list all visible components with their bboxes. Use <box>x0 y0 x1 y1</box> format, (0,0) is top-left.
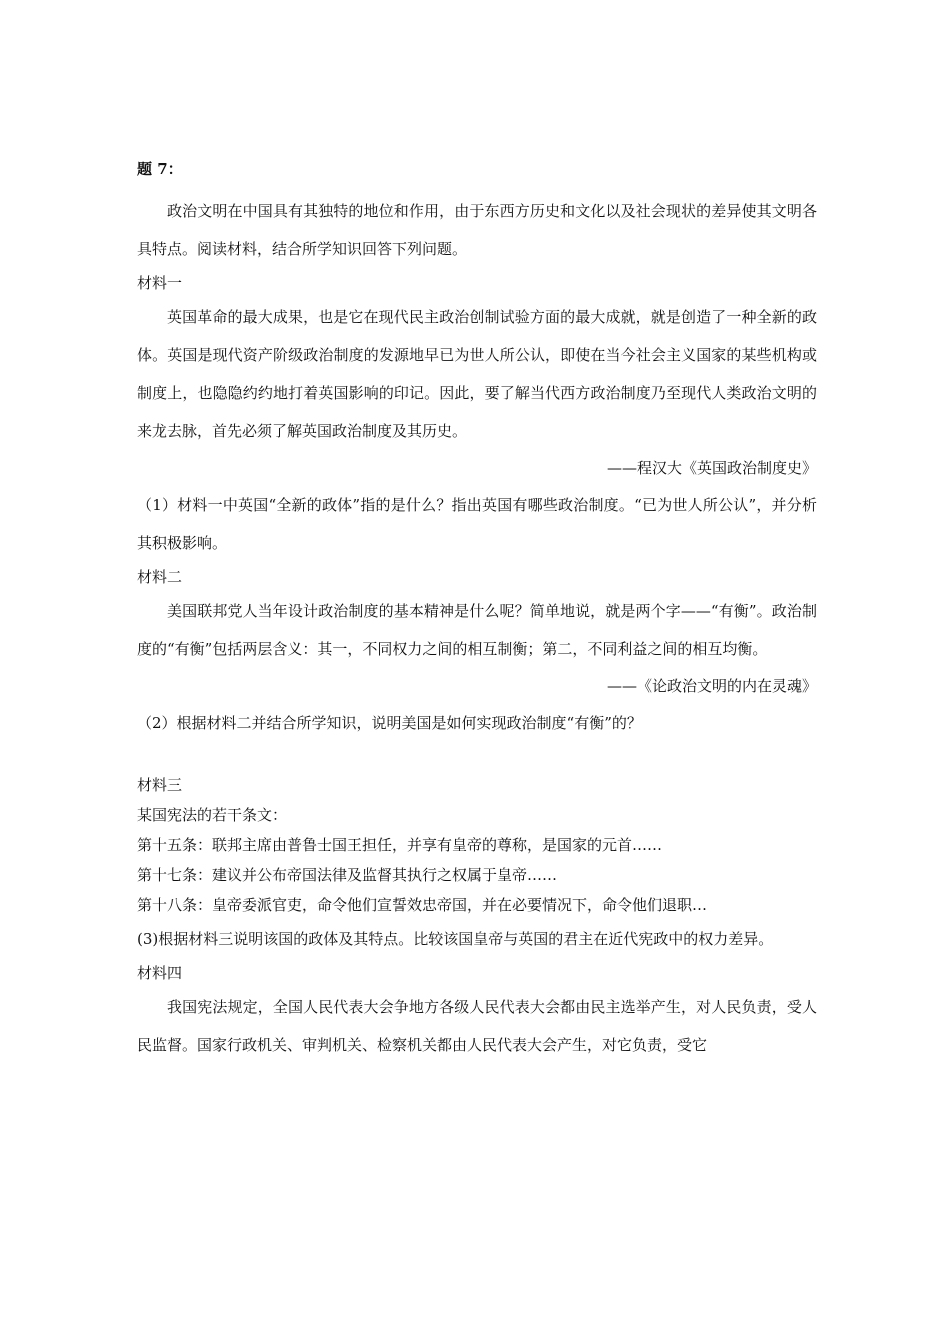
material-2-text: 美国联邦党人当年设计政治制度的基本精神是什么呢？简单地说，就是两个字——“有衡”。政治制度的“有衡”包括两层含义：其一，不同权力之间的相互制衡；第二，不同利益之间的相互均衡。 <box>137 602 817 658</box>
question-2: （2）根据材料二并结合所学知识，说明美国是如何实现政治制度“有衡”的？ <box>137 714 642 732</box>
material-3-intro: 某国宪法的若干条文： <box>137 806 288 824</box>
article-15: 第十五条：联邦主席由普鲁士国王担任，并享有皇帝的尊称，是国家的元首…… <box>137 836 663 854</box>
material-2-label: 材料二 <box>137 568 183 586</box>
material-1-text: 英国革命的最大成果，也是它在现代民主政治创制试验方面的最大成就，就是创造了一种全新的政体。英国是现代资产阶级政治制度的发源地早已为世人所公认，即使在当今社会主义国家的某些机构或制度上，也隐隐约约地打着英国影响的印记。因此，要了解当代西方政治制度乃至现代人类政治文明的来龙去脉，首先必须了解英国政治制度及其历史。 <box>137 308 817 440</box>
material-4-text: 我国宪法规定，全国人民代表大会争地方各级人民代表大会都由民主选举产生，对人民负责，受人民监督。国家行政机关、审判机关、检察机关都由人民代表大会产生，对它负责，受它 <box>137 998 817 1054</box>
question-3: (3)根据材料三说明该国的政体及其特点。比较该国皇帝与英国的君主在近代宪政中的权力差异。 <box>137 930 774 948</box>
spacer <box>137 742 817 770</box>
document-page <box>137 158 817 1064</box>
intro-paragraph: 政治文明在中国具有其独特的地位和作用，由于东西方历史和文化以及社会现状的差异使其文明各具特点。阅读材料，结合所学知识回答下列问题。 <box>137 202 817 258</box>
material-2-source: ——《论政治文明的内在灵魂》 <box>606 677 817 695</box>
material-3-label: 材料三 <box>137 776 183 794</box>
material-1-label: 材料一 <box>137 274 183 292</box>
article-18: 第十八条：皇帝委派官吏，命令他们宣誓效忠帝国，并在必要情况下，命令他们退职… <box>137 896 708 914</box>
article-17: 第十七条：建议并公布帝国法律及监督其执行之权属于皇帝…… <box>137 866 558 884</box>
material-4-label: 材料四 <box>137 964 183 982</box>
question-1: （1）材料一中英国“全新的政体”指的是什么？指出英国有哪些政治制度。“已为世人所公认”，并分析其积极影响。 <box>137 496 817 552</box>
material-1-source: ——程汉大《英国政治制度史》 <box>606 459 817 477</box>
question-title: 题 7： <box>137 160 183 178</box>
